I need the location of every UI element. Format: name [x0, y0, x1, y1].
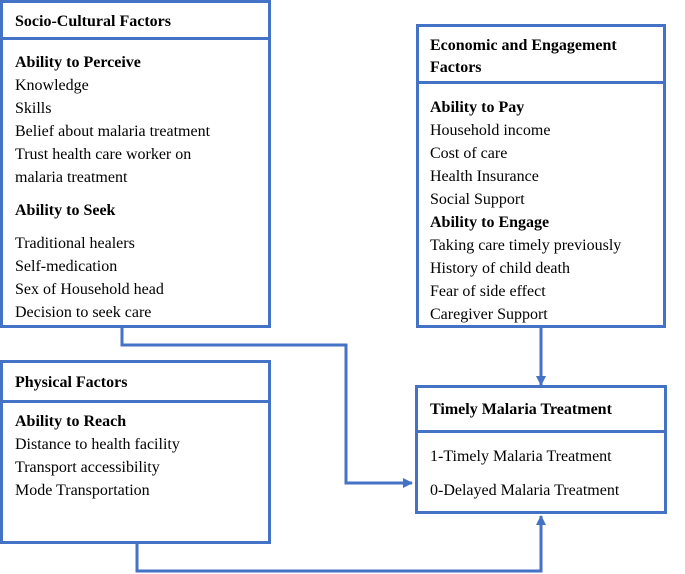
- pay-item: Household income: [430, 122, 551, 139]
- ability-to-engage-heading: Ability to Engage: [430, 214, 550, 231]
- seek-item: Sex of Household head: [15, 281, 164, 298]
- engage-item: Fear of side effect: [430, 283, 546, 300]
- physical-factors-title: Physical Factors: [3, 363, 268, 403]
- perceive-item: Trust health care worker on: [15, 146, 192, 163]
- pay-item: Cost of care: [430, 145, 508, 162]
- outcome-item-delayed: 0-Delayed Malaria Treatment: [430, 482, 620, 499]
- ability-to-pay-heading: Ability to Pay: [430, 99, 525, 116]
- reach-item: Distance to health facility: [15, 436, 180, 453]
- seek-item: Self-medication: [15, 258, 118, 275]
- outcome-title: Timely Malaria Treatment: [418, 388, 664, 433]
- economic-engagement-box: [416, 24, 666, 328]
- ability-to-seek-heading: Ability to Seek: [15, 202, 116, 219]
- timely-malaria-treatment-box: [415, 385, 667, 514]
- economic-title-line-2: Factors: [430, 59, 482, 76]
- economic-engagement-title: [419, 27, 663, 84]
- perceive-item: Knowledge: [15, 77, 89, 94]
- socio-cultural-title: Socio-Cultural Factors: [3, 3, 268, 40]
- engage-item: History of child death: [430, 260, 570, 277]
- ability-to-perceive-heading: Ability to Perceive: [15, 54, 141, 71]
- perceive-item: Skills: [15, 100, 52, 117]
- outcome-item-timely: 1-Timely Malaria Treatment: [430, 448, 612, 465]
- perceive-item: Belief about malaria treatment: [15, 123, 211, 140]
- pay-item: Social Support: [430, 191, 525, 208]
- pay-item: Health Insurance: [430, 168, 539, 185]
- reach-item: Transport accessibility: [15, 459, 160, 476]
- reach-item: Mode Transportation: [15, 482, 150, 499]
- economic-title-line-1: Economic and Engagement: [430, 37, 617, 54]
- seek-item: Decision to seek care: [15, 304, 152, 321]
- perceive-item: malaria treatment: [15, 169, 128, 186]
- socio-cultural-box: [0, 0, 271, 328]
- physical-factors-box: [0, 360, 271, 544]
- seek-item: Traditional healers: [15, 235, 135, 252]
- ability-to-reach-heading: Ability to Reach: [15, 413, 127, 430]
- engage-item: Taking care timely previously: [430, 237, 622, 254]
- engage-item: Caregiver Support: [430, 306, 548, 323]
